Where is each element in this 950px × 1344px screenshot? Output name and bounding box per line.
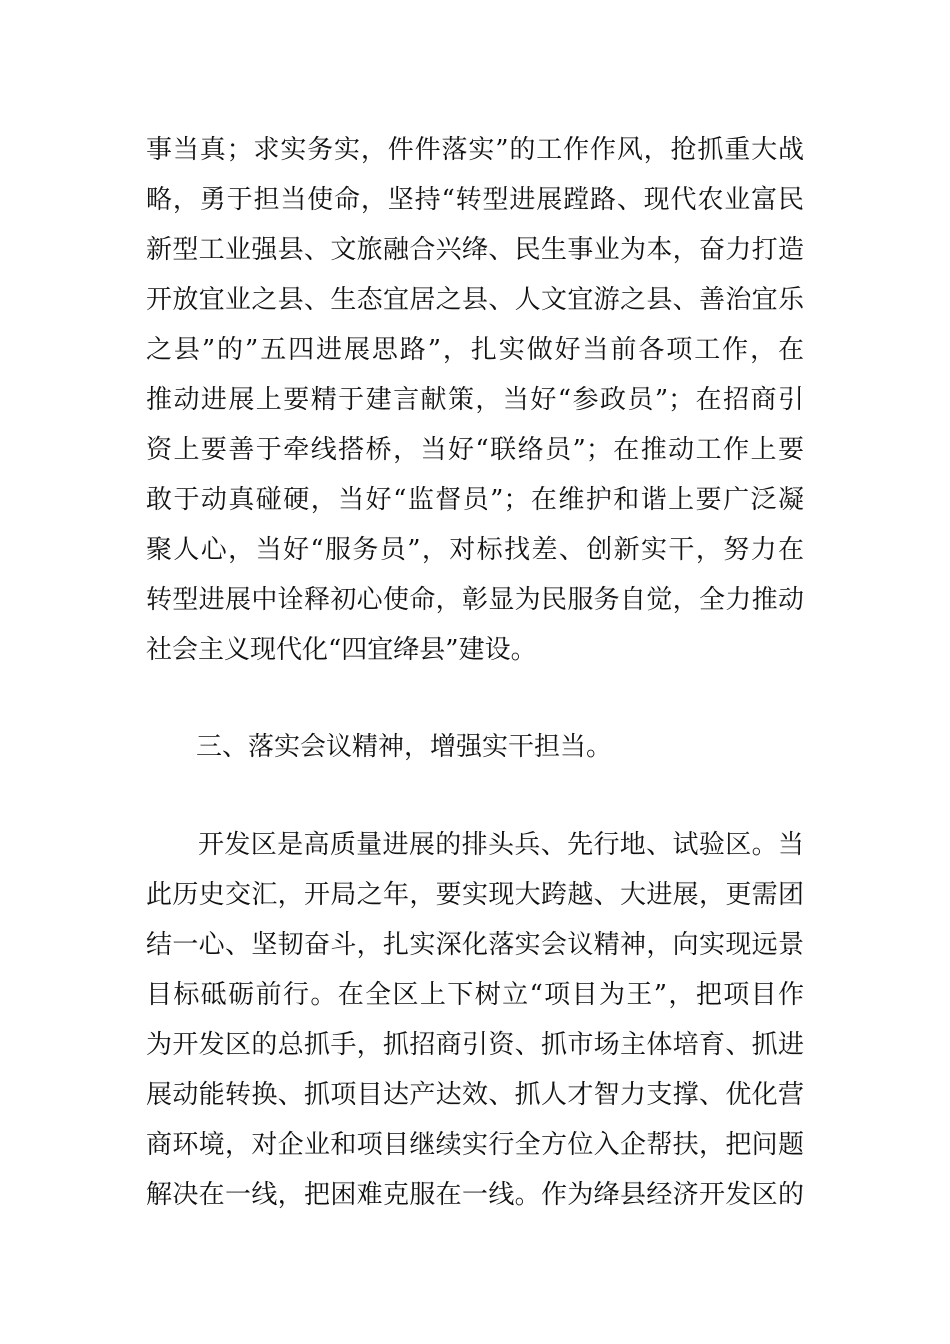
- paragraph-line: 目标砥砺前行。在全区上下树立“项目为王”，把项目作: [146, 980, 804, 1010]
- paragraph-line: 社会主义现代化“四宜绛县”建设。: [146, 635, 537, 665]
- paragraph-line: 为开发区的总抓手，抓招商引资、抓市场主体培育、抓进: [146, 1030, 804, 1060]
- paragraph-line: 商环境，对企业和项目继续实行全方位入企帮扶，把问题: [146, 1130, 804, 1160]
- paragraph-line: 资上要善于牵线搭桥，当好“联络员”；在推动工作上要: [146, 435, 804, 465]
- paragraph-line: 新型工业强县、文旅融合兴绛、民生事业为本，奋力打造: [146, 235, 804, 265]
- paragraph-line: 转型进展中诠释初心使命，彰显为民服务自觉，全力推动: [146, 585, 804, 615]
- paragraph-line: 之县”的”五四进展思路”，扎实做好当前各项工作，在: [146, 335, 804, 365]
- paragraph-line: 事当真；求实务实，件件落实”的工作作风，抢抓重大战: [146, 135, 804, 165]
- paragraph-line: 开放宜业之县、生态宜居之县、人文宜游之县、善治宜乐: [146, 285, 804, 315]
- paragraph-line: 展动能转换、抓项目达产达效、抓人才智力支撑、优化营: [146, 1080, 804, 1110]
- section-heading-text: 三、落实会议精神，增强实干担当。: [196, 732, 613, 762]
- paragraph-line: 此历史交汇，开局之年，要实现大跨越、大进展，更需团: [146, 880, 804, 910]
- paragraph-line: 开发区是高质量进展的排头兵、先行地、试验区。当: [198, 830, 804, 860]
- paragraph-line: 敢于动真碰硬，当好“监督员”；在维护和谐上要广泛凝: [146, 485, 804, 515]
- paragraph-line: 略，勇于担当使命，坚持“转型进展蹚路、现代农业富民: [146, 185, 804, 215]
- paragraph-line: 聚人心，当好“服务员”，对标找差、创新实干，努力在: [146, 535, 804, 565]
- paragraph-line: 推动进展上要精于建言献策，当好“参政员”；在招商引: [146, 385, 804, 415]
- paragraph-line: 解决在一线，把困难克服在一线。作为绛县经济开发区的: [146, 1180, 804, 1210]
- paragraph-line: 结一心、坚韧奋斗，扎实深化落实会议精神，向实现远景: [146, 930, 804, 960]
